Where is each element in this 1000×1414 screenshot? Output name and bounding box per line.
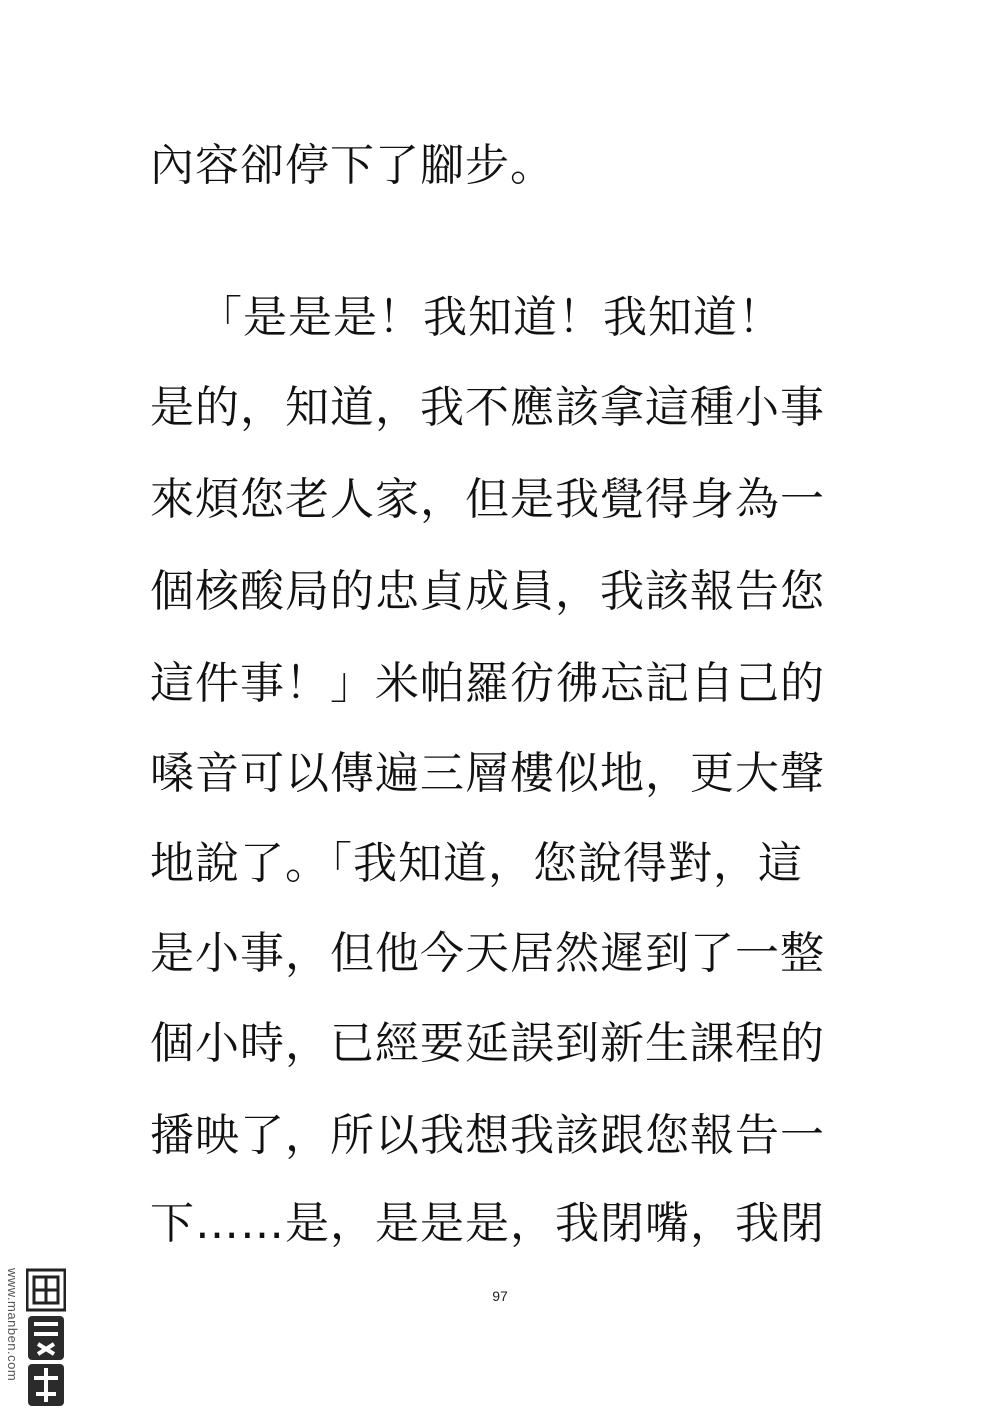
text-line-4: 來煩您老人家，但是我覺得身為一 (150, 474, 825, 525)
text-line-2: 「是是是！我知道！我知道！ (198, 292, 783, 343)
text-line-10: 個小時，已經要延誤到新生課程的 (150, 1018, 825, 1069)
text-line-7: 嗓音可以傳遍三層樓似地，更大聲 (150, 748, 825, 799)
text-line-3: 是的，知道，我不應該拿這種小事 (150, 382, 825, 433)
text-line-8: 地說了。「我知道，您說得對，這 (150, 838, 803, 889)
text-line-5: 個核酸局的忠貞成員，我該報告您 (150, 566, 825, 617)
text-line-11: 播映了，所以我想我該跟您報告一 (150, 1110, 825, 1161)
watermark-url: www.manben.com (5, 1268, 20, 1382)
text-line-9: 是小事，但他今天居然遲到了一整 (150, 928, 825, 979)
text-line-6: 這件事！」米帕羅彷彿忘記自己的 (150, 658, 825, 709)
watermark-logo-icon (26, 1268, 66, 1408)
text-line-12: 下……是，是是是，我閉嘴，我閉 (150, 1198, 825, 1249)
page-number: 97 (492, 1288, 508, 1304)
text-line-1: 內容卻停下了腳步。 (150, 140, 555, 191)
